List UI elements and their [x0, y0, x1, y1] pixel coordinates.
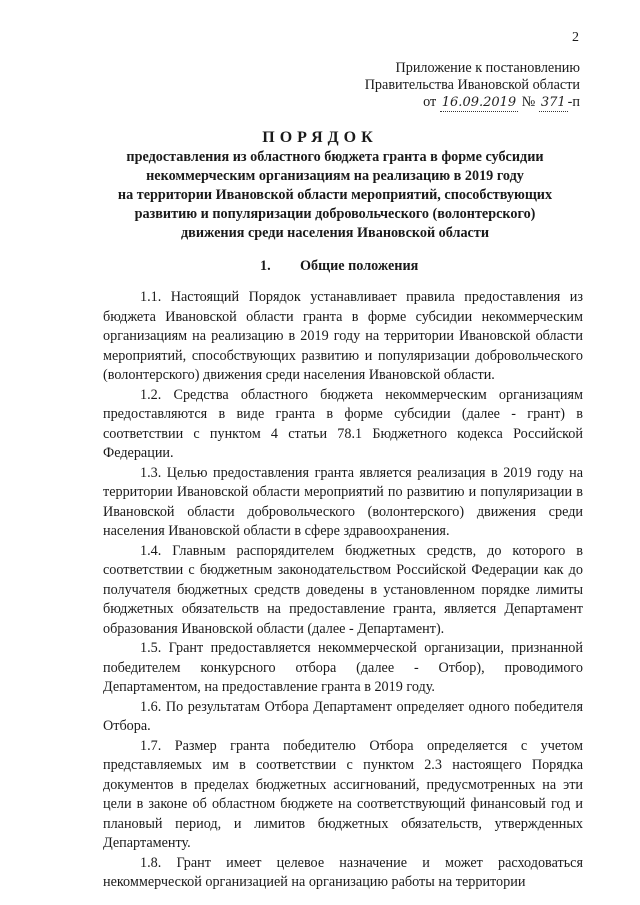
subtitle-line: движения среди населения Ивановской области [180, 225, 489, 241]
appendix-line-2: Правительства Ивановской области [364, 77, 580, 93]
handwritten-number: 371 [540, 95, 566, 110]
appendix-header [340, 60, 580, 112]
subtitle-line: развитию и популяризации добровольческого (волонтерского) [134, 206, 536, 222]
handwritten-date: 16.09.2019 [441, 95, 517, 110]
number-label: № [521, 94, 536, 110]
appendix-line-3 [340, 94, 580, 112]
subtitle-line: некоммерческим организациям на реализацию в 2019 году [146, 168, 524, 184]
paragraph-1-3: 1.3. Целью предоставления гранта является реализация в 2019 году на территории Ивановской области мероприятий по развитию и популяризации в Ивановской области добровольческого (волонтерского) движения среди населения Ивановской области в сфере здравоохранения. [103, 464, 583, 539]
section-number: 1. [260, 258, 271, 274]
page-number: 2 [572, 30, 579, 45]
paragraph-1-5: 1.5. Грант предоставляется некоммерческой организации, признанной победителем конкурсного отбора (далее - Отбор), проводимого Департаментом, на предоставление гранта в 2019 году. [103, 640, 583, 695]
paragraph-1-7: 1.7. Размер гранта победителю Отбора определяется с учетом представляемых им в соответствии с пунктом 2.3 настоящего Порядка документов в пределах бюджетных ассигнований, предусмотренных на эти цели в законе об областном бюджете на соответствующий финансовый год и плановый период, и лимитов бюджетных обязательств, утвержденных Департаменту. [103, 737, 583, 851]
paragraph-1-2: 1.2. Средства областного бюджета некоммерческим организациям предоставляются в виде гранта в форме субсидии (далее - грант) в соответствии с пунктом 4 статьи 78.1 Бюджетного кодекса Российской Федерации. [103, 386, 583, 461]
section-title: Общие положения [300, 258, 419, 274]
paragraph-1-1: 1.1. Настоящий Порядок устанавливает правила предоставления из бюджета Ивановской области гранта в форме субсидии некоммерческим организациям на реализацию в 2019 году на территории Ивановской области мероприятий, способствующих развитию и популяризации добровольческого (волонтерского) движения среди населения Ивановской области. [103, 289, 583, 383]
paragraph-1-8: 1.8. Грант имеет целевое назначение и может расходоваться некоммерческой организацией на организацию работы на территории [103, 854, 583, 890]
paragraph-1-4: 1.4. Главным распорядителем бюджетных средств, до которого в соответствии с бюджетным законодательством Российской Федерации как до получателя бюджетных средств доведены в установленном порядке лимиты бюджетных обязательств на предоставление гранта, является Департамент образования Ивановской области (далее - Департамент). [103, 542, 583, 637]
document-title: ПОРЯДОК [262, 129, 378, 146]
date-prefix: от [423, 94, 437, 110]
subtitle-line: предоставления из областного бюджета гранта в форме субсидии [126, 149, 544, 165]
paragraph-1-6: 1.6. По результатам Отбора Департамент определяет одного победителя Отбора. [103, 698, 583, 734]
body-text [103, 288, 583, 893]
number-suffix: -п [567, 94, 580, 110]
document-subtitle [90, 148, 580, 243]
subtitle-line: на территории Ивановской области мероприятий, способствующих [117, 187, 553, 203]
appendix-line-1: Приложение к постановлению [395, 60, 580, 76]
